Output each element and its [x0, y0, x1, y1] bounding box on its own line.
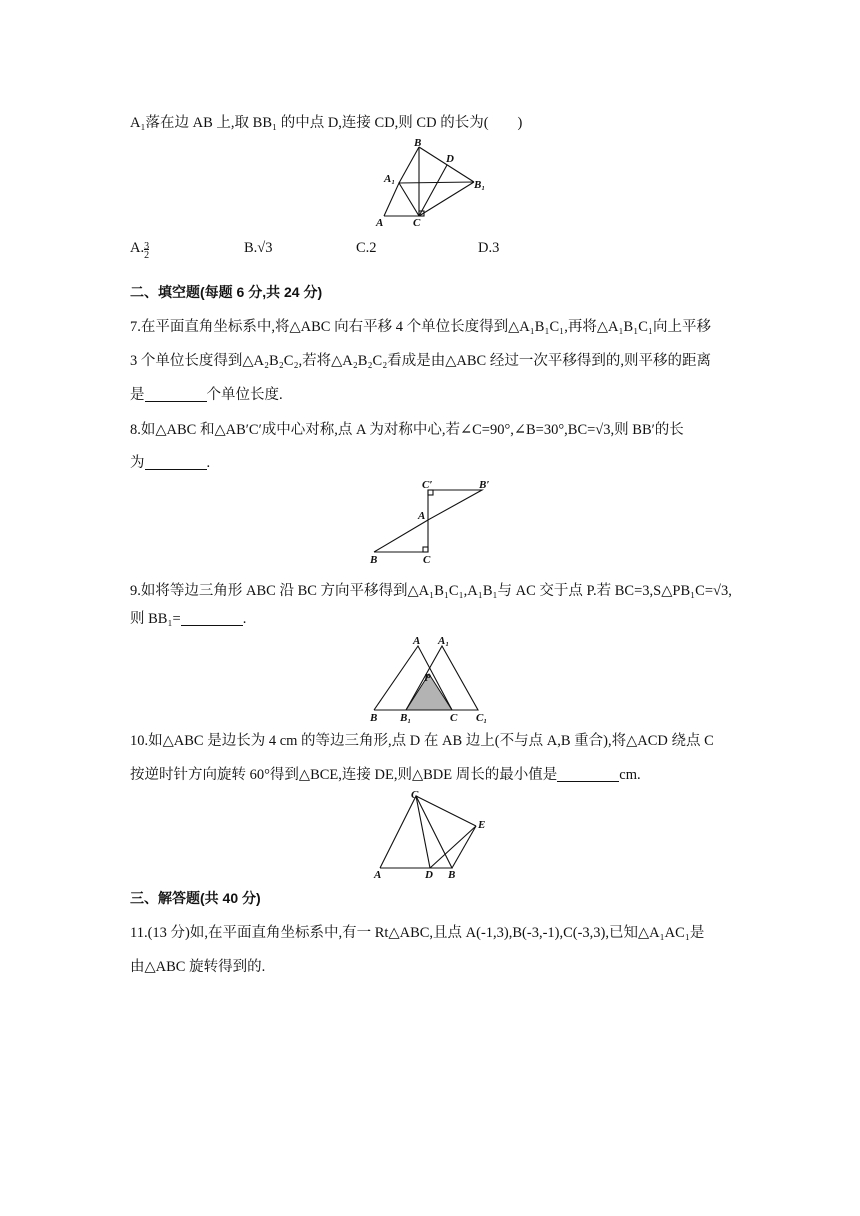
q6-label-A: A — [376, 217, 384, 229]
q6-label-C: C — [413, 217, 421, 229]
q6-stem — [130, 112, 742, 134]
q8-line-1: 8.如△ABC 和△AB′C′成中心对称,点 A 为对称中心,若∠C=90°,∠B=30°,BC=√3,则 BB′的长 — [130, 422, 684, 438]
q8-label-C-prime: C′ — [422, 479, 433, 491]
q10-answer-blank[interactable] — [557, 767, 619, 782]
q8-label-A: A — [418, 510, 426, 522]
q8-figure — [366, 476, 506, 573]
q6-label-B1: B₁ — [474, 179, 486, 191]
q10-label-A: A — [374, 869, 382, 881]
q10-label-B: B — [448, 869, 456, 881]
q6-option-d: D.3 — [478, 240, 500, 256]
q9-label-B1: B₁ — [400, 712, 412, 724]
q10-line-2: 按逆时针方向旋转 60°得到△BCE,连接 DE,则△BDE 周长的最小值是 cm. — [130, 767, 641, 783]
q7-answer-blank[interactable] — [145, 387, 207, 402]
q10-label-E: E — [478, 819, 486, 831]
q6-label-D: D — [446, 153, 454, 165]
q8-label-C: C — [423, 554, 431, 566]
q9-label-P: P — [424, 672, 431, 684]
q9-line-1: 9.如将等边三角形 ABC 沿 BC 方向平移得到△A₁B₁C₁,A₁B₁与 AC 交于点 P.若 BC=3,S△PB₁C=√3, — [130, 583, 732, 599]
q6-option-a: A.3 2 — [130, 240, 150, 261]
q9-answer-blank[interactable] — [181, 611, 243, 626]
q9-label-B: B — [370, 712, 378, 724]
q10-line-1: 10.如△ABC 是边长为 4 cm 的等边三角形,点 D 在 AB 边上(不与点 A,B 重合),将△ACD 绕点 C — [130, 733, 714, 749]
q11-line-1: 11.(13 分)如,在平面直角坐标系中,有一 Rt△ABC,且点 A(-1,3),B(-3,-1),C(-3,3),已知△A₁AC₁是 — [130, 925, 705, 941]
q10-label-C: C — [411, 789, 419, 801]
q9-figure — [366, 634, 496, 731]
q6-stem-text: 落在边 AB 上,取 BB₁ 的中点 D,连接 CD,则 CD 的长为( ) — [145, 115, 523, 131]
option-a-fraction: 3 2 — [144, 241, 150, 261]
q6-stem-prefix: A₁ — [130, 115, 146, 131]
section-3-title: 三、解答题(共 40 分) — [130, 890, 261, 906]
q7-line-1: 7.在平面直角坐标系中,将△ABC 向右平移 4 个单位长度得到△A₁B₁C₁,再将△A₁B₁C₁向上平移 — [130, 319, 711, 335]
q8-answer-blank[interactable] — [145, 455, 207, 470]
q9-label-C1: C₁ — [476, 712, 488, 724]
q9-label-A1: A₁ — [438, 635, 450, 647]
q7-line-3: 是 个单位长度. — [130, 387, 283, 403]
q8-label-B: B — [370, 554, 378, 566]
q7-line-2: 3 个单位长度得到△A₂B₂C₂,若将△A₂B₂C₂看成是由△ABC 经过一次平移得到的,则平移的距离 — [130, 353, 711, 369]
q6-figure — [370, 138, 490, 235]
q10-figure — [370, 788, 500, 887]
section-2-title: 二、填空题(每题 6 分,共 24 分) — [130, 284, 323, 300]
q9-label-A: A — [413, 635, 421, 647]
q6-label-B: B — [414, 138, 422, 149]
q6-label-A1: A₁ — [384, 173, 396, 185]
q8-line-2: 为 . — [130, 455, 211, 471]
q6-option-c: C.2 — [356, 240, 377, 256]
q6-option-b: B.√3 — [244, 240, 273, 256]
q11-line-2: 由△ABC 旋转得到的. — [130, 959, 266, 975]
q9-label-C: C — [450, 712, 458, 724]
q9-line-2: 则 BB₁= . — [130, 611, 247, 627]
q10-label-D: D — [425, 869, 433, 881]
q8-label-B-prime: B′ — [479, 479, 490, 491]
